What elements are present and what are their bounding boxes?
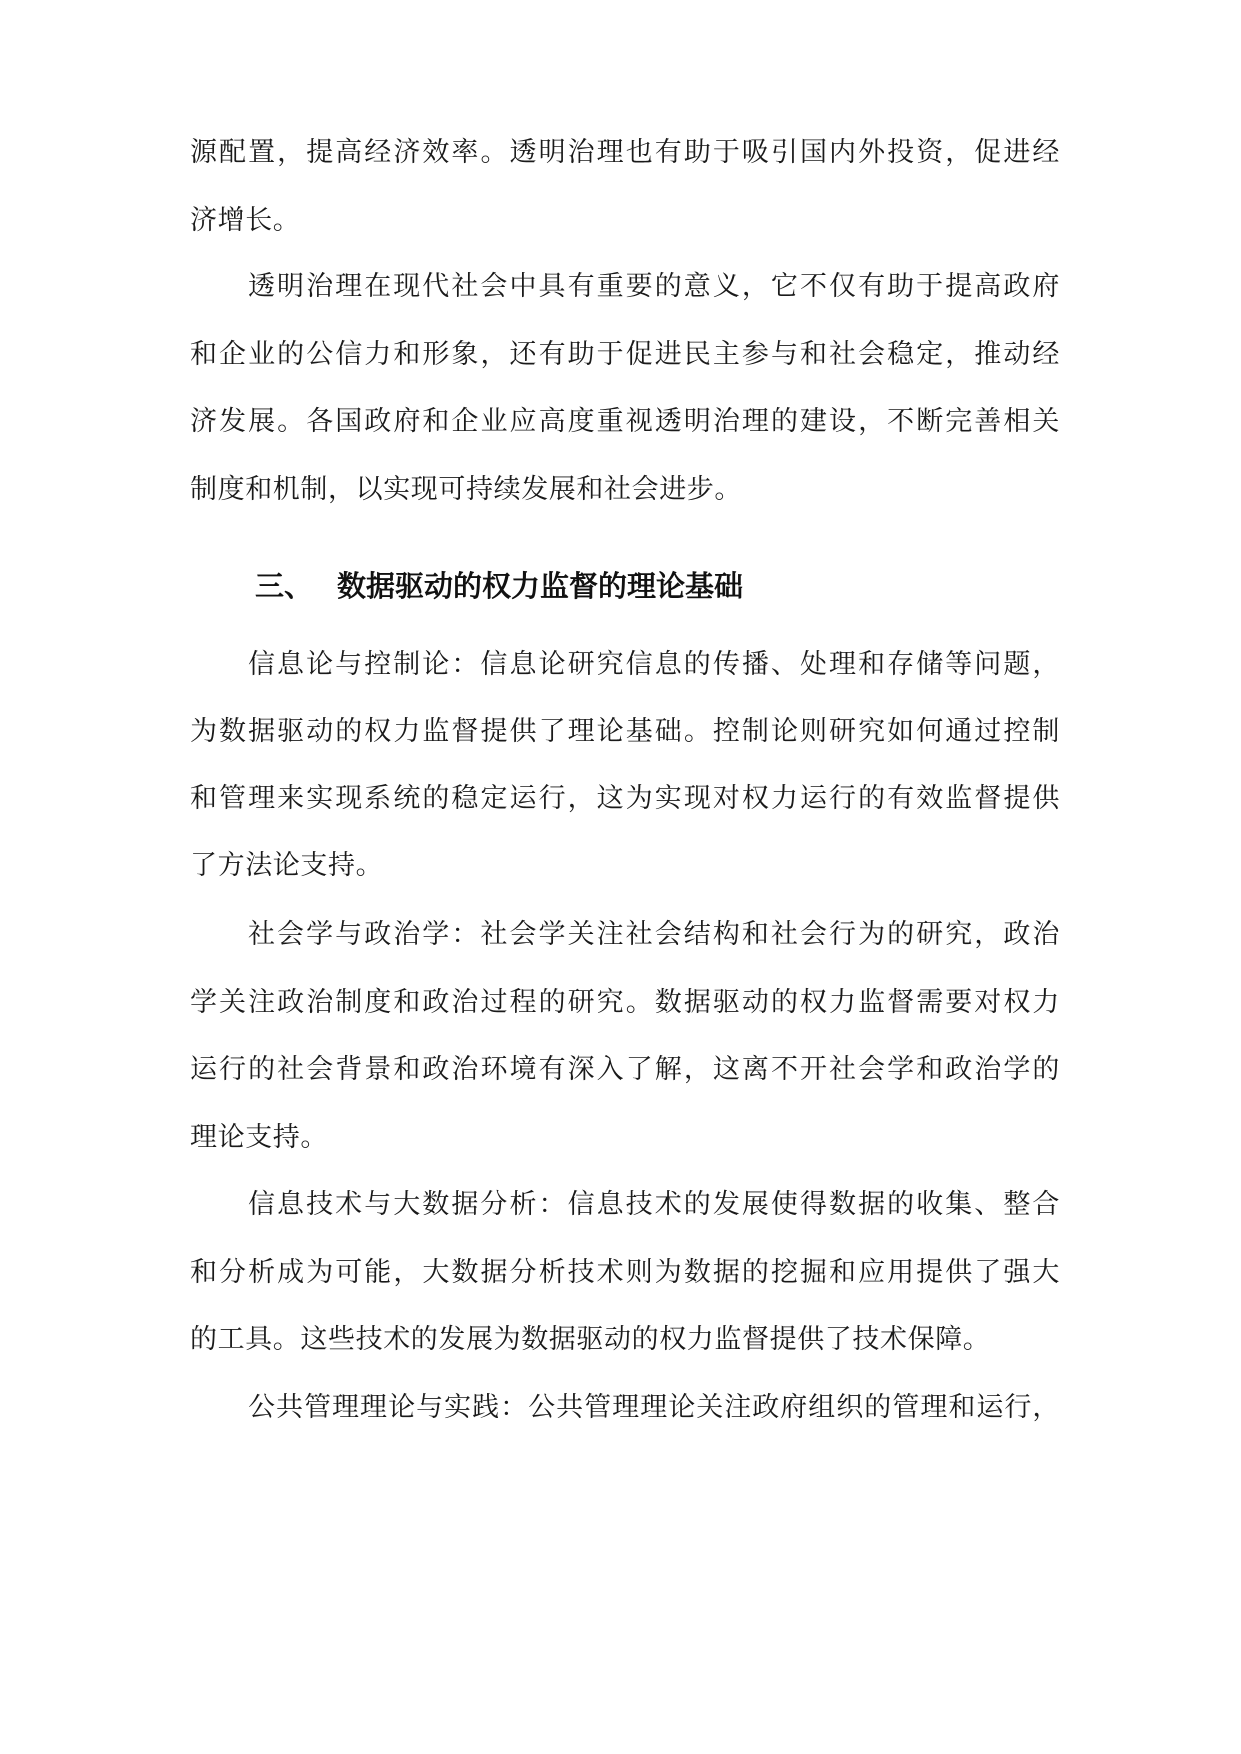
paragraph-line: 济发展。各国政府和企业应高度重视透明治理的建设，不断完善相关	[190, 406, 1060, 437]
paragraph-line: 透明治理在现代社会中具有重要的意义，它不仅有助于提高政府	[248, 271, 1060, 302]
paragraph-line: 运行的社会背景和政治环境有深入了解，这离不开社会学和政治学的	[190, 1054, 1060, 1085]
paragraph-line: 和管理来实现系统的稳定运行，这为实现对权力运行的有效监督提供	[190, 783, 1060, 814]
paragraph-line: 理论支持。	[190, 1122, 328, 1153]
section-heading	[255, 564, 743, 608]
paragraph-line: 公共管理理论与实践：公共管理理论关注政府组织的管理和运行，	[248, 1392, 1060, 1423]
paragraph-line: 信息技术与大数据分析：信息技术的发展使得数据的收集、整合	[248, 1189, 1060, 1220]
paragraph-line: 为数据驱动的权力监督提供了理论基础。控制论则研究如何通过控制	[190, 716, 1060, 747]
paragraph-line: 的工具。这些技术的发展为数据驱动的权力监督提供了技术保障。	[190, 1324, 991, 1355]
paragraph-line: 学关注政治制度和政治过程的研究。数据驱动的权力监督需要对权力	[190, 987, 1060, 1018]
paragraph-line: 社会学与政治学：社会学关注社会结构和社会行为的研究，政治	[248, 919, 1060, 950]
paragraph-line: 源配置，提高经济效率。透明治理也有助于吸引国内外投资，促进经	[190, 137, 1060, 168]
paragraph-line: 信息论与控制论：信息论研究信息的传播、处理和存储等问题，	[248, 649, 1060, 680]
paragraph-line: 制度和机制，以实现可持续发展和社会进步。	[190, 474, 742, 505]
paragraph-line: 和企业的公信力和形象，还有助于促进民主参与和社会稳定，推动经	[190, 339, 1060, 370]
section-number: 三、	[255, 569, 314, 603]
paragraph-line: 了方法论支持。	[190, 850, 384, 881]
paragraph-line: 和分析成为可能，大数据分析技术则为数据的挖掘和应用提供了强大	[190, 1257, 1060, 1288]
section-title: 数据驱动的权力监督的理论基础	[337, 569, 744, 603]
paragraph-line: 济增长。	[190, 205, 301, 236]
